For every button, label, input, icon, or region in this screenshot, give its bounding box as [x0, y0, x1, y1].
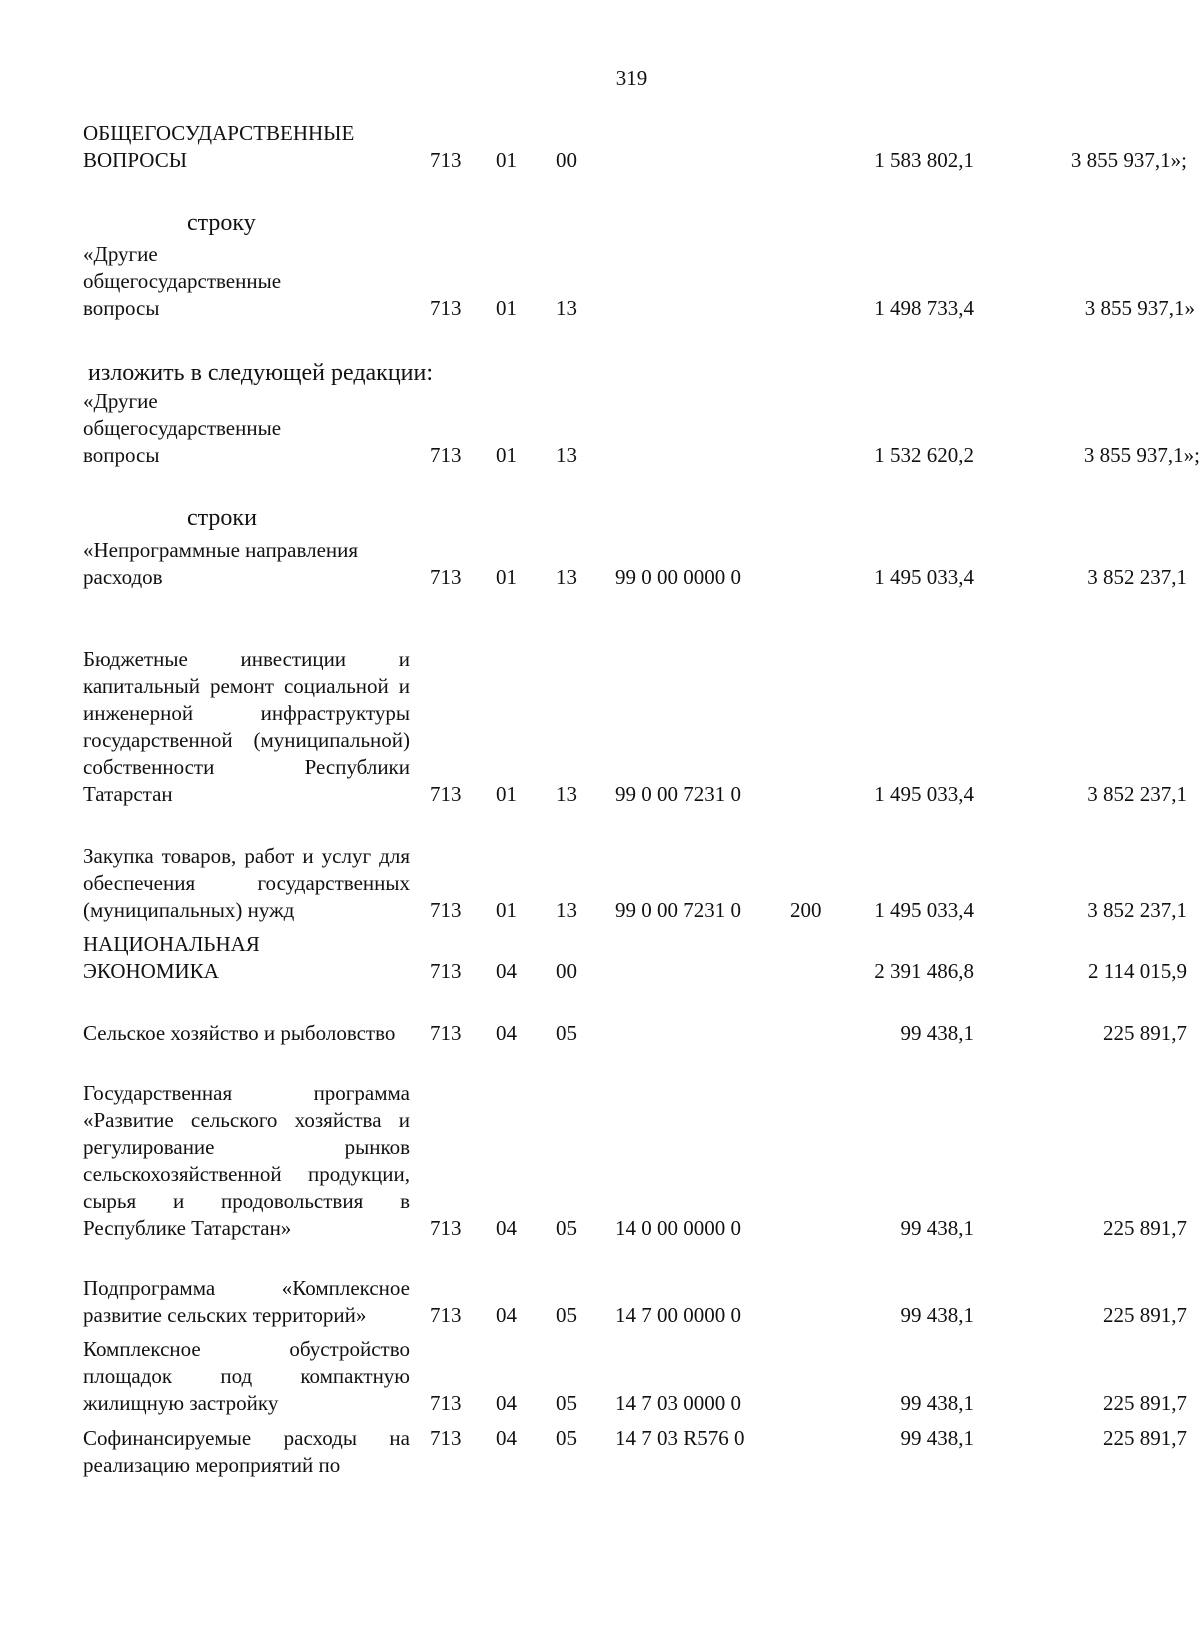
- row-name: Сельское хозяйство и рыболовство: [83, 1021, 396, 1045]
- table-row: [0, 1248, 1200, 1329]
- csr-code: 99 0 00 0000 0: [615, 565, 741, 589]
- table-row: [0, 1425, 1200, 1479]
- sum-year-1: 2 391 486,8: [874, 959, 974, 983]
- sum-year-2: 225 891,7: [1103, 1303, 1187, 1327]
- rz-code: 01: [496, 565, 517, 589]
- table-row: [0, 1053, 1200, 1242]
- table-row: [0, 816, 1200, 924]
- row-name: Закупка товаров, работ и услуг для обеспечения государственных (муниципальных) нужд: [83, 844, 410, 922]
- rz-code: 04: [496, 1426, 517, 1450]
- rz-code: 01: [496, 782, 517, 806]
- sum-year-2: 225 891,7: [1103, 1216, 1187, 1240]
- row-name: Софинансируемые расходы на реализацию мероприятий по: [83, 1426, 410, 1477]
- ved-code: 713: [430, 443, 462, 467]
- csr-code: 99 0 00 7231 0: [615, 782, 741, 806]
- pr-code: 13: [556, 898, 577, 922]
- ved-code: 713: [430, 1426, 462, 1450]
- row-name: Комплексное обустройство площадок под компактную жилищную застройку: [83, 1337, 410, 1415]
- pr-code: 05: [556, 1426, 577, 1450]
- row-name: Подпрограмма «Комплексное развитие сельских территорий»: [83, 1276, 410, 1327]
- sum-year-1: 99 438,1: [900, 1021, 974, 1045]
- sum-year-1: 1 495 033,4: [874, 898, 974, 922]
- pr-code: 13: [556, 782, 577, 806]
- sum-year-1: 99 438,1: [900, 1426, 974, 1450]
- row-name: Государственная программа «Развитие сельского хозяйства и регулирование рынков сельскохозяйственной продукции, сырья и продовольствия в Республике Татарстан»: [83, 1081, 410, 1240]
- ved-code: 713: [430, 1303, 462, 1327]
- sum-year-1: 1 495 033,4: [874, 782, 974, 806]
- section-header-new-edition: изложить в следующей редакции:: [88, 360, 434, 386]
- vr-code: 200: [790, 898, 822, 922]
- ved-code: 713: [430, 148, 462, 172]
- row-name: ОБЩЕГОСУДАРСТВЕННЫЕ ВОПРОСЫ: [83, 121, 355, 172]
- pr-code: 13: [556, 443, 577, 467]
- ved-code: 713: [430, 296, 462, 320]
- table-row: [0, 537, 1200, 591]
- csr-code: 14 7 00 0000 0: [615, 1303, 741, 1327]
- ved-code: 713: [430, 782, 462, 806]
- csr-code: 14 0 00 0000 0: [615, 1216, 741, 1240]
- sum-year-2: 3 855 937,1»: [1084, 296, 1195, 320]
- ved-code: 713: [430, 959, 462, 983]
- sum-year-2: 3 855 937,1»;: [1070, 148, 1187, 172]
- pr-code: 05: [556, 1303, 577, 1327]
- rz-code: 01: [496, 898, 517, 922]
- csr-code: 99 0 00 7231 0: [615, 898, 741, 922]
- rz-code: 04: [496, 1391, 517, 1415]
- sum-year-1: 1 532 620,2: [874, 443, 974, 467]
- row-name: Бюджетные инвестиции и капитальный ремонт социальной и инженерной инфраструктуры государственной (муниципальной) собственности Республики Татарстан: [83, 647, 410, 806]
- pr-code: 13: [556, 565, 577, 589]
- row-name: НАЦИОНАЛЬНАЯ ЭКОНОМИКА: [83, 932, 260, 983]
- sum-year-1: 1 583 802,1: [874, 148, 974, 172]
- pr-code: 05: [556, 1021, 577, 1045]
- sum-year-1: 1 495 033,4: [874, 565, 974, 589]
- table-row-general-issues: [0, 120, 1200, 174]
- sum-year-2: 225 891,7: [1103, 1426, 1187, 1450]
- table-row-new-version: [0, 388, 1200, 469]
- page-number: 319: [615, 66, 648, 90]
- ved-code: 713: [430, 565, 462, 589]
- ved-code: 713: [430, 1021, 462, 1045]
- row-name: «Другие общегосударственные вопросы: [83, 242, 282, 320]
- rz-code: 04: [496, 959, 517, 983]
- rz-code: 01: [496, 148, 517, 172]
- sum-year-2: 2 114 015,9: [1088, 959, 1187, 983]
- sum-year-2: 225 891,7: [1103, 1391, 1187, 1415]
- pr-code: 00: [556, 148, 577, 172]
- pr-code: 13: [556, 296, 577, 320]
- rz-code: 04: [496, 1303, 517, 1327]
- table-row: [0, 597, 1200, 808]
- row-name: «Другие общегосударственные вопросы: [83, 389, 282, 467]
- ved-code: 713: [430, 1391, 462, 1415]
- pr-code: 05: [556, 1391, 577, 1415]
- table-row-old-version: [0, 241, 1200, 322]
- section-header-line: строку: [187, 210, 256, 236]
- sum-year-1: 99 438,1: [900, 1303, 974, 1327]
- rz-code: 01: [496, 443, 517, 467]
- sum-year-1: 99 438,1: [900, 1216, 974, 1240]
- table-row: [0, 931, 1200, 985]
- pr-code: 05: [556, 1216, 577, 1240]
- sum-year-2: 225 891,7: [1103, 1021, 1187, 1045]
- ved-code: 713: [430, 1216, 462, 1240]
- table-row: [0, 1336, 1200, 1417]
- sum-year-2: 3 855 937,1»;: [1083, 443, 1200, 467]
- csr-code: 14 7 03 0000 0: [615, 1391, 741, 1415]
- rz-code: 04: [496, 1021, 517, 1045]
- sum-year-2: 3 852 237,1: [1087, 565, 1187, 589]
- sum-year-1: 1 498 733,4: [874, 296, 974, 320]
- rz-code: 01: [496, 296, 517, 320]
- pr-code: 00: [556, 959, 577, 983]
- csr-code: 14 7 03 R576 0: [615, 1426, 745, 1450]
- sum-year-1: 99 438,1: [900, 1391, 974, 1415]
- sum-year-2: 3 852 237,1: [1087, 898, 1187, 922]
- table-row: [0, 993, 1200, 1047]
- row-name: «Непрограммные направления расходов: [83, 538, 359, 589]
- sum-year-2: 3 852 237,1: [1087, 782, 1187, 806]
- rz-code: 04: [496, 1216, 517, 1240]
- section-header-lines: строки: [187, 505, 257, 531]
- ved-code: 713: [430, 898, 462, 922]
